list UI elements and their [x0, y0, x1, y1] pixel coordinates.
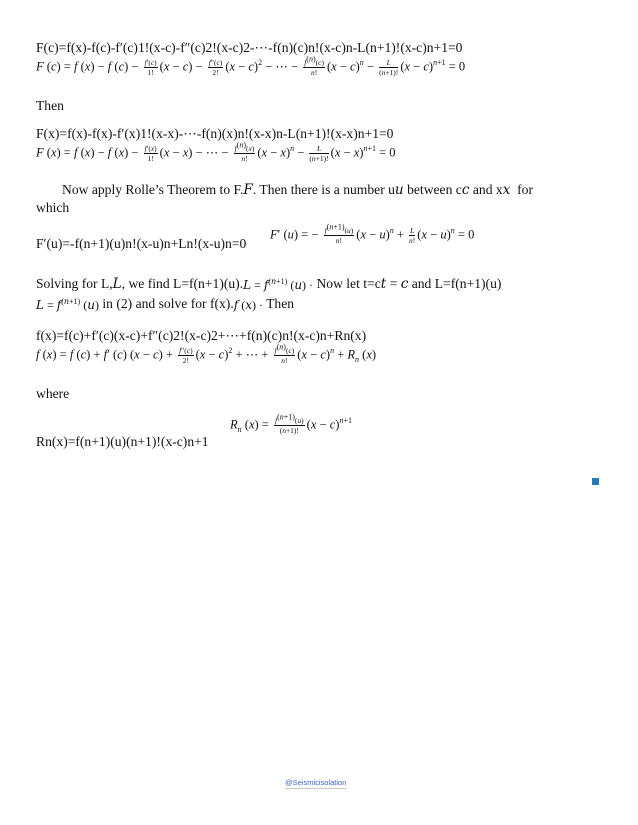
- equation-4: f (x) = f (c) + f′ (c) (x − c) + $\frac{f''(c)}{2!}$ $(x - c)^2$ + ⋯ + $\frac{f^{(n)}(c)}{n!}$ $(x - c)^n + R_n$ (x): [36, 342, 377, 365]
- rolle-text-e: for: [517, 182, 534, 197]
- then-label: Then: [36, 98, 64, 113]
- footer-watermark: @Seismicisolation: [285, 778, 347, 787]
- rolle-text-b: Then there is a number u: [259, 182, 395, 197]
- equation-3: F′ (u) = − $\frac{f^{(n+1)}(u)}{n!}$ $(x - u)^n$ + $\frac{L}{n!}$ $(x - u)^n = 0$: [270, 222, 475, 245]
- which-label: which: [36, 200, 70, 215]
- solving-paragraph: Solving for L,L, we find $L=f(n+1)(u).L = f^{(n+1)}$ (u) · Now let t=ct = c and L=f(n+1)(u): [36, 276, 502, 292]
- solving-text-b: we find L=f(n+1)(u).: [128, 276, 244, 291]
- end-of-proof-square: [592, 478, 599, 485]
- then2-label: Then: [266, 296, 295, 311]
- rolle-paragraph: Now apply Rolle’s Theorem to F.F. Then there is a number uu between cc and xx for: [62, 182, 534, 198]
- alt-text-eq5: Rn(x)=f(n+1)(u)(n+1)!(x-c)n+1: [36, 434, 209, 449]
- inline-eq-fx: f (x) ·: [233, 297, 263, 312]
- solving-text-d: and L=f(n+1)(u): [411, 276, 502, 291]
- rolle-text-c: between c: [407, 182, 462, 197]
- alt-text-eq3: F′(u)=-f(n+1)(u)n!(x-u)n+Ln!(x-u)n=0: [36, 236, 247, 251]
- alt-text-eq1: F(c)=f(x)-f(c)-f′(c)1!(x-c)-f″(c)2!(x-c)2-⋯-f(n)(c)n!(x-c)n-L(n+1)!(x-c)n+1=0: [36, 40, 463, 55]
- inline-eq-l2: $L = f^{(n+1)}$ (u): [36, 296, 99, 312]
- rolle-text-d: and x: [472, 182, 503, 197]
- in2-paragraph: [36, 296, 294, 313]
- inline-eq-l: $L = f^{(n+1)}$ (u) ·: [243, 276, 314, 292]
- rolle-text-a: Now apply Rolle’s Theorem to F.: [62, 182, 244, 197]
- solving-text-a: Solving for L,: [36, 276, 113, 291]
- equation-1: F (c) = f (x) − f (c) − $\frac{f'(c)}{1!}$ (x − c) − $\frac{f''(c)}{2!}$ $(x - c)^2$ − ⋯ − $\frac{f^{(n)}(c)}{n!}$ $(x - c)^n$ − $\frac{L}{(n+1)!}$ $(x - c)^{n+1} = 0$: [36, 54, 466, 77]
- where-label: where: [36, 386, 70, 401]
- alt-text-eq2: F(x)=f(x)-f(x)-f′(x)1!(x-x)-⋯-f(n)(x)n!(x-x)n-L(n+1)!(x-x)n+1=0: [36, 126, 394, 141]
- alt-text-eq4: f(x)=f(c)+f′(c)(x-c)+f″(c)2!(x-c)2+⋯+f(n)(c)n!(x-c)n+Rn(x): [36, 328, 367, 343]
- in2-text: in (2) and solve for f(x).: [102, 296, 234, 311]
- equation-2: F (x) = f (x) − f (x) − $\frac{f'(x)}{1!}$ (x − x) − ⋯ − $\frac{f^{(n)}(x)}{n!}$ $(x - x)^n$ − $\frac{L}{(n+1)!}$ $(x - x)^{n+1} = 0$: [36, 140, 396, 163]
- equation-5: $R_n$ (x) = $\frac{f^{(n+1)}(u)}{(n+1)!}$ $(x - c)^{n+1}$: [230, 412, 352, 435]
- solving-text-c: Now let t=c: [316, 276, 381, 291]
